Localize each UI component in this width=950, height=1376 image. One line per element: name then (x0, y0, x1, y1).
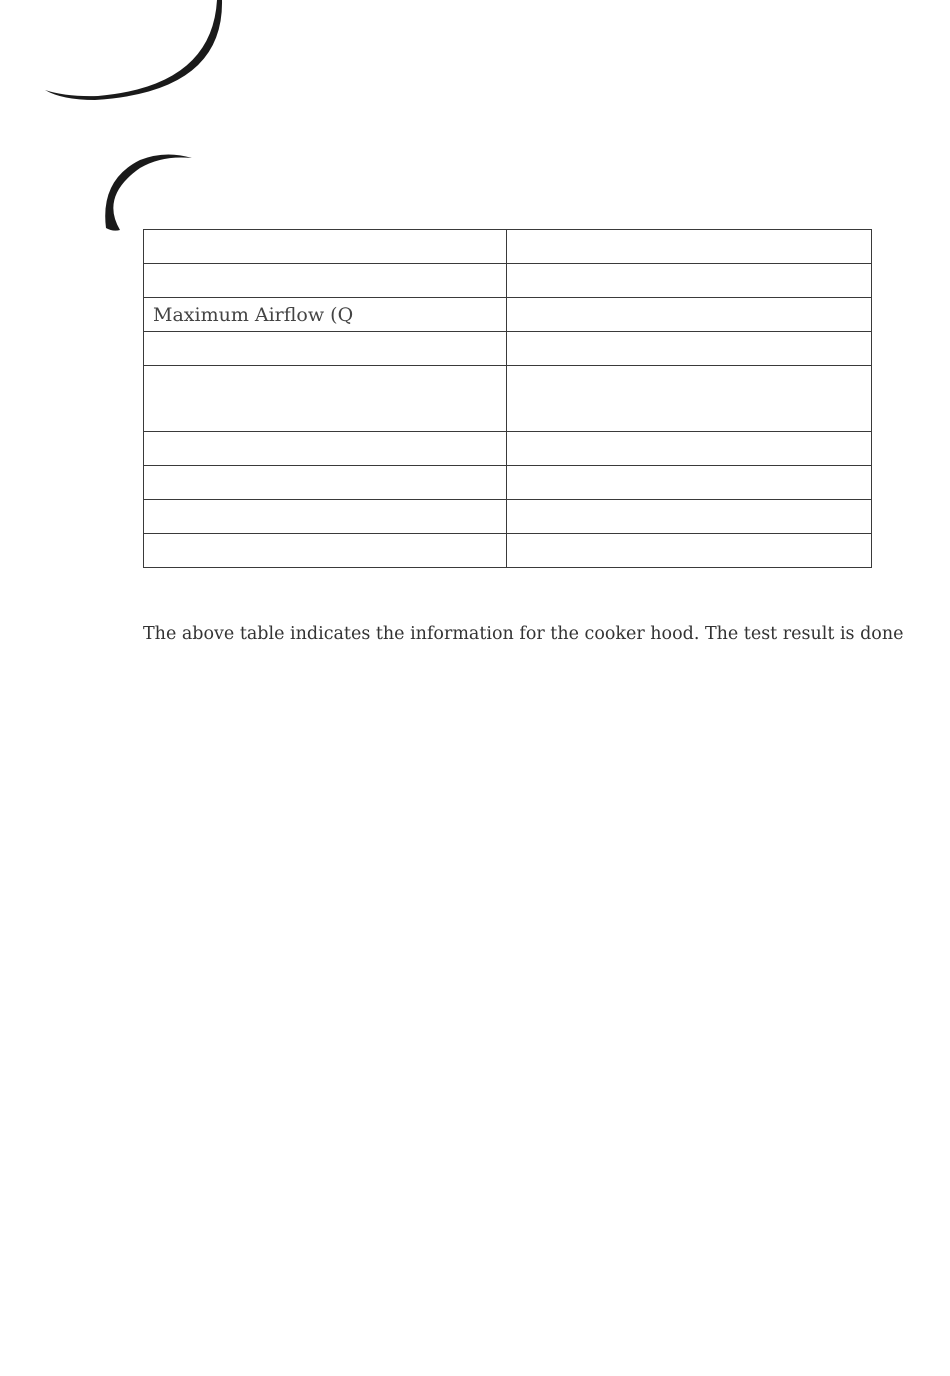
row-label (144, 332, 507, 366)
table-row (144, 264, 872, 298)
row-label (144, 534, 507, 568)
row-label: Maximum Airflow (Q (144, 298, 507, 332)
row-label (144, 432, 507, 466)
corner-swirl-bracket (105, 154, 192, 230)
table-description: The above table indicates the information for the cooker hood. The test result is done (143, 623, 904, 644)
row-value (507, 264, 872, 298)
decorative-corner-swirl (0, 0, 950, 260)
row-value (507, 366, 872, 432)
table-row (144, 432, 872, 466)
table-row (144, 466, 872, 500)
table-row (144, 298, 872, 332)
spec-table (143, 229, 872, 568)
row-label (144, 366, 507, 432)
row-value (507, 432, 872, 466)
table-row (144, 230, 872, 264)
row-label (144, 230, 507, 264)
row-label (144, 500, 507, 534)
row-label (144, 264, 507, 298)
table-row (144, 500, 872, 534)
row-value (507, 332, 872, 366)
row-value (507, 230, 872, 264)
table-row (144, 366, 872, 432)
row-value (507, 500, 872, 534)
row-label (144, 466, 507, 500)
row-value (507, 466, 872, 500)
corner-swirl-top (45, 0, 222, 100)
table-row (144, 332, 872, 366)
row-value (507, 298, 872, 332)
row-value (507, 534, 872, 568)
table-row (144, 534, 872, 568)
